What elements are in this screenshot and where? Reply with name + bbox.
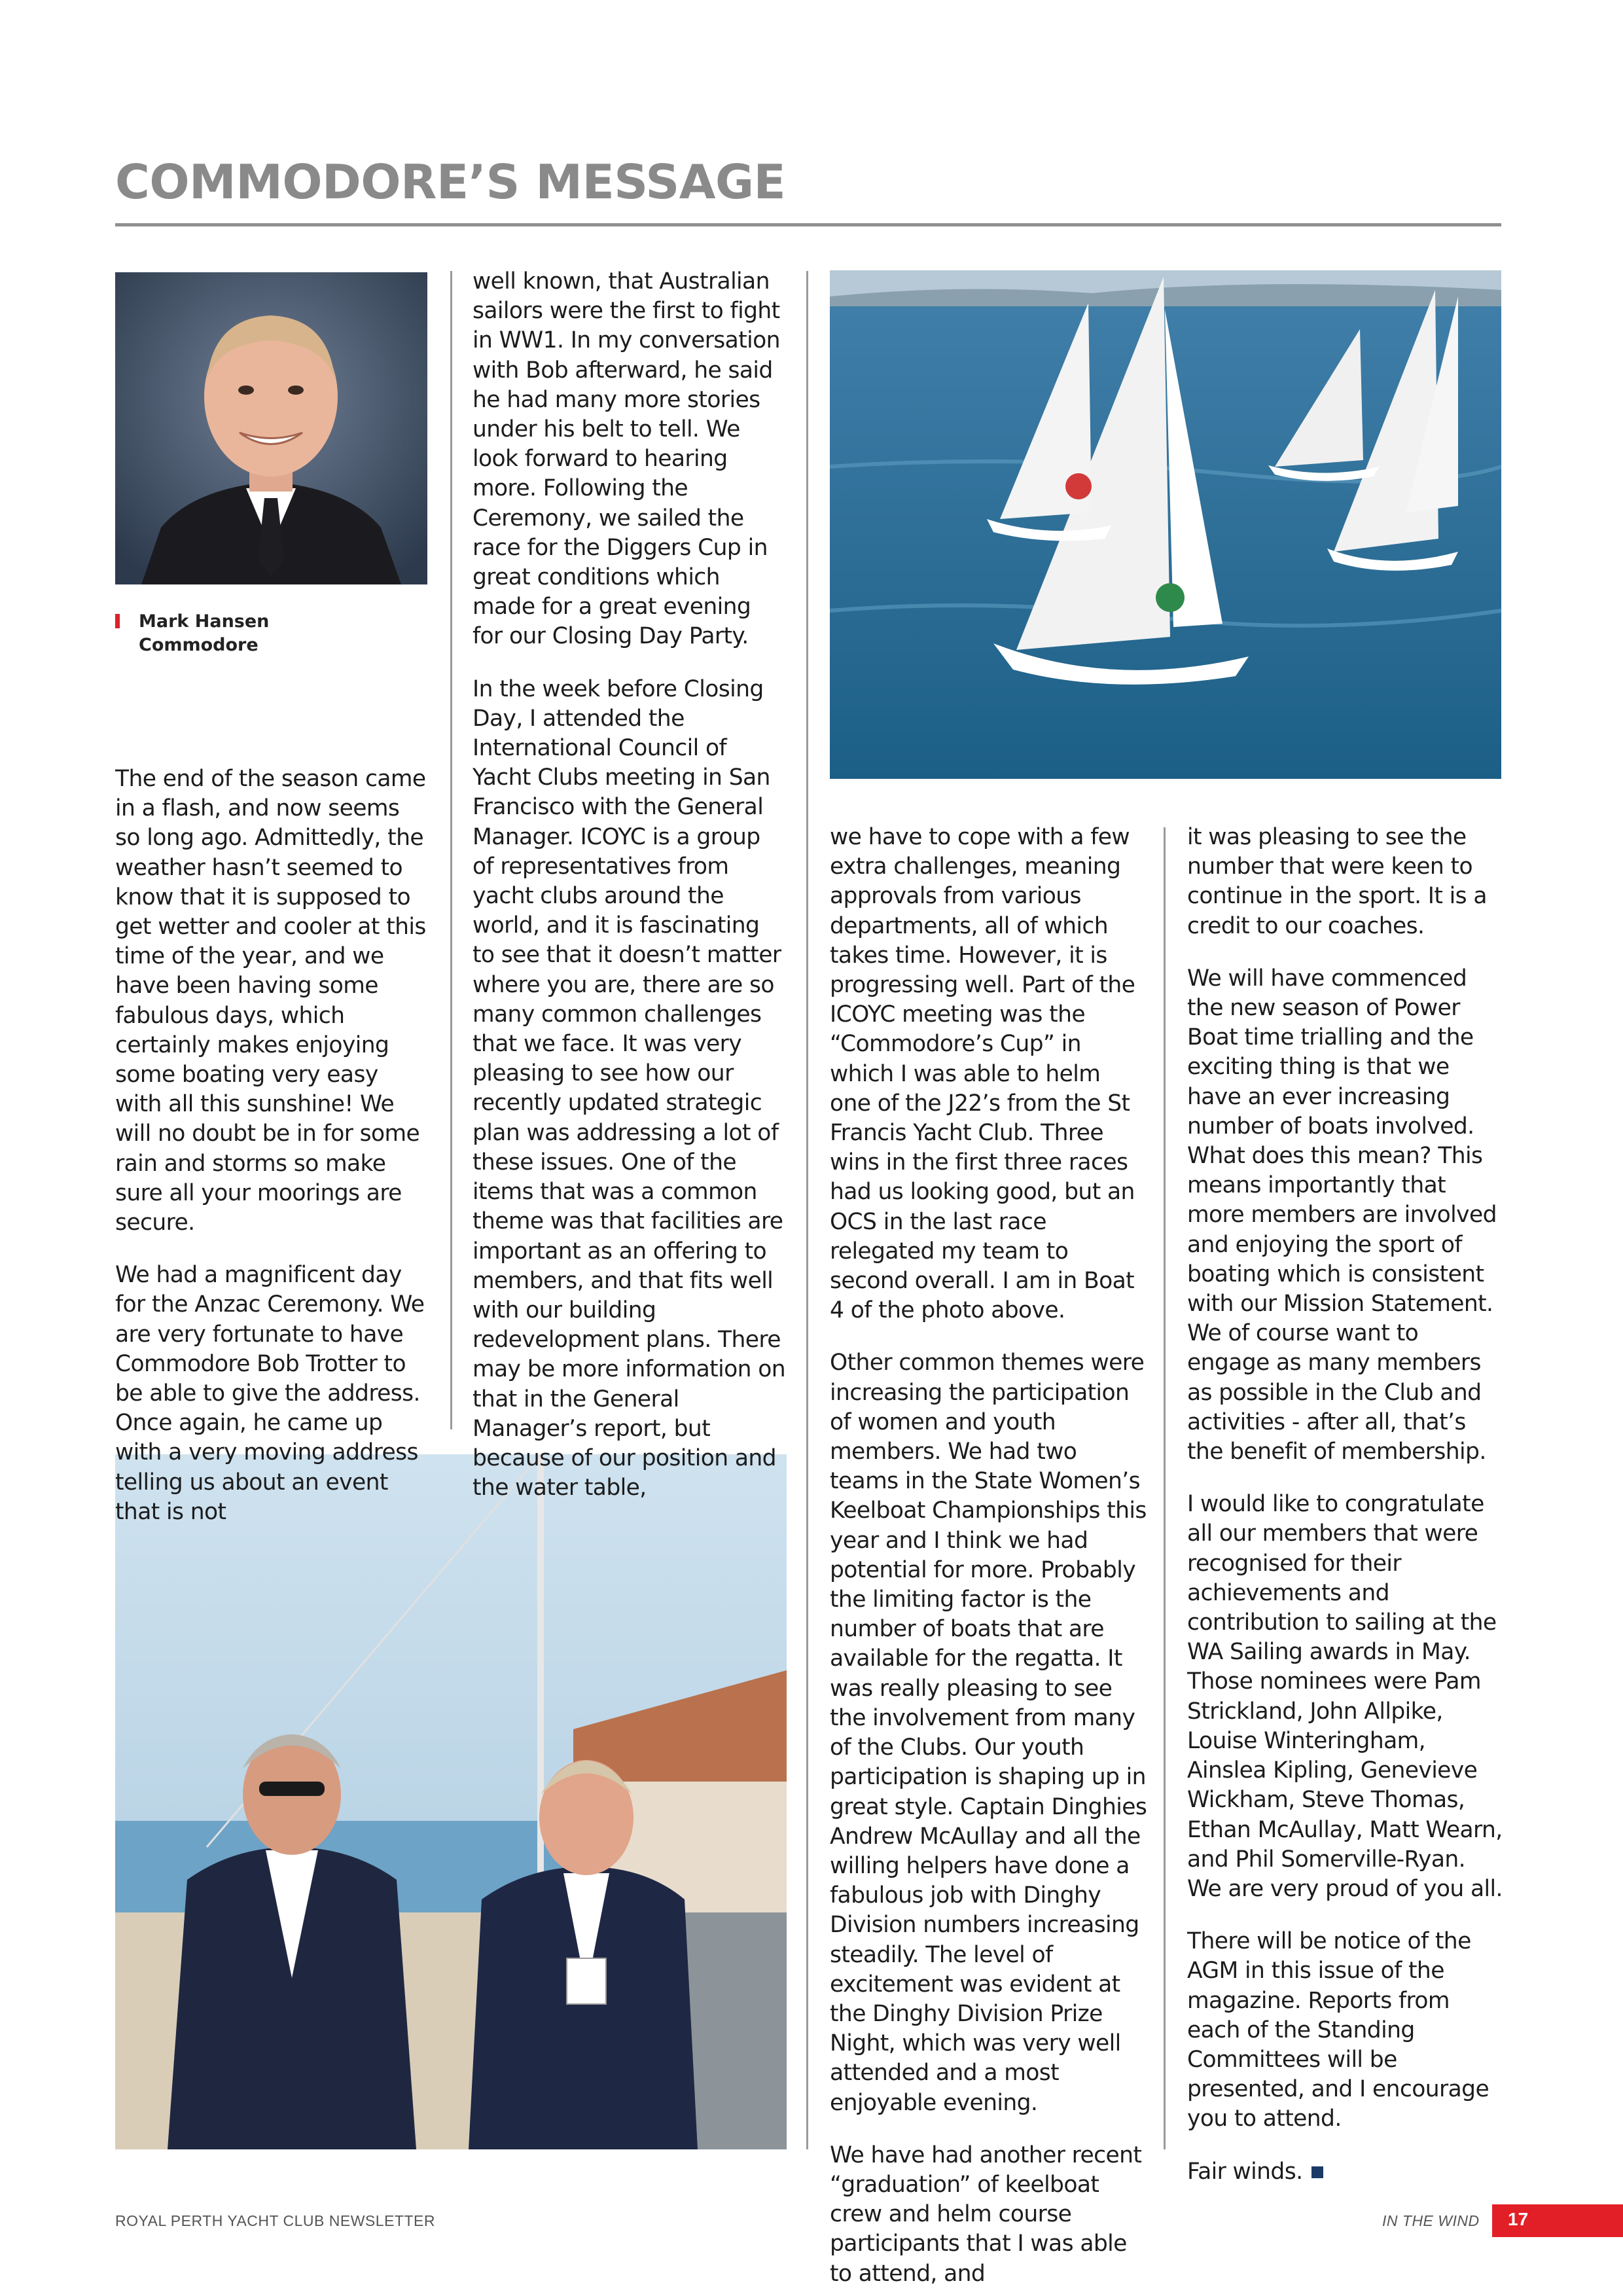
title-underline — [115, 223, 1501, 226]
paragraph: I would like to congratulate all our members that were recognised for their achievements and contribution to sailing at the WA Sailing awards in May. Those nominees were Pam Strickland, John Allpike, Louise Winteringham, Ainslea Kipling, Genevieve Wickham, Steve Thomas, Ethan McAullay, Matt Wearn, and Phil Somerville-Ryan. We are very proud of you all. — [1187, 1491, 1503, 1902]
newsletter-name: ROYAL PERTH YACHT CLUB NEWSLETTER — [115, 2212, 435, 2229]
column-divider — [806, 271, 808, 2149]
paragraph: In the week before Closing Day, I attended the International Council of Yacht Clubs meeting in San Francisco with the General Manager. ICOYC is a group of representatives from yacht clubs around the world, and it is fascinating to see that it doesn’t matter where you are, there are so many common challenges that we face. It was very pleasing to see how our recently updated strategic plan was addressing a lot of these issues. One of the items that was a common theme was that facilities are important as an offering to members, and that fits well with our building redevelopment plans. There may be more information on that in the General Manager’s report, but because of our position and the water table, — [473, 675, 786, 1501]
paragraph: Other common themes were increasing the participation of women and youth members. We had two teams in the State Women’s Keelboat Championships this year and I think we had potential for more. Probably the limiting factor is the number of boats that are available for the regatta. It was really pleasing to see the involvement from many of the Clubs. Our youth participation is shaping up in great style. Captain Dinghies Andrew McAullay and all the willing helpers have done a fabulous job with Dinghy Division numbers increasing steadily. The level of excitement was evident at the Dinghy Division Prize Night, which was very well attended and a most enjoyable evening. — [830, 1350, 1147, 2116]
page-number: 17 — [1508, 2209, 1529, 2229]
section-name: IN THE WIND — [1382, 2212, 1480, 2229]
caption-role: Commodore — [139, 635, 259, 655]
closing-line — [1187, 2157, 1505, 2187]
article-column-2 — [473, 267, 787, 1503]
paragraph: The end of the season came in a flash, and now seems so long ago. Admittedly, the weather hasn’t seemed to know that it is supposed to get wetter and cooler at this time of the year, and we have been having some fabulous days, which certainly makes enjoying some boating very easy with all this sunshine! We will no doubt be in for some rain and storms so make sure all your moorings are secure. — [115, 766, 426, 1236]
column-divider — [450, 271, 452, 1429]
paragraph: we have to cope with a few extra challenges, meaning approvals from various departments, all of which takes time. However, it is progressing well. Part of the ICOYC meeting was the “Commodore’s Cup” in which I was able to helm one of the J22’s from the St Francis Yacht Club. Three wins in the first three races had us looking good, but an OCS in the last race relegated my team to second overall. I am in Boat 4 of the photo above. — [830, 824, 1135, 1324]
article-column-1 — [115, 764, 429, 1527]
paragraph: We had a magnificent day for the Anzac Ceremony. We are very fortunate to have Commodore Bob Trotter to be able to give the address. Once again, he came up with a very moving address telling us about an event that is not — [115, 1262, 425, 1525]
sign-off: Fair winds. — [1187, 2158, 1303, 2185]
caption-name: Mark Hansen — [139, 611, 270, 632]
caption-marker — [115, 614, 120, 628]
paragraph: it was pleasing to see the number that were keen to continue in the sport. It is a credit to our coaches. — [1187, 824, 1487, 939]
paragraph: We have had another recent “graduation” of keelboat crew and helm course participants that I was able to attend, and — [830, 2142, 1142, 2287]
page-title: COMMODORE’S MESSAGE — [115, 154, 786, 209]
paragraph: There will be notice of the AGM in this issue of the magazine. Reports from each of the Standing Committees will be presented, and I encourage you to attend. — [1187, 1928, 1489, 2132]
sailing-regatta-photo — [830, 270, 1501, 779]
paragraph: We will have commenced the new season of Power Boat time trialling and the exciting thing is that we have an ever increasing number of boats involved. What does this mean? This means importantly that more members are involved and enjoying the sport of boating which is consistent with our Mission Statement. We of course want to engage as many members as possible in the Club and activities - after all, that’s the benefit of membership. — [1187, 965, 1497, 1465]
end-of-article-icon — [1311, 2166, 1323, 2178]
portrait-caption — [139, 610, 269, 657]
column-divider — [1164, 827, 1166, 2149]
article-column-3 — [830, 823, 1147, 2289]
paragraph: well known, that Australian sailors were the first to fight in WW1. In my conversation with Bob afterward, he said he had many more stories under his belt to tell. We look forward to hearing more. Following the Ceremony, we sailed the race for the Diggers Cup in great conditions which made for a great evening for our Closing Day Party. — [473, 268, 780, 650]
article-column-4 — [1187, 823, 1505, 2187]
portrait-photo — [115, 272, 427, 584]
anzac-ceremony-photo — [115, 1454, 787, 2149]
